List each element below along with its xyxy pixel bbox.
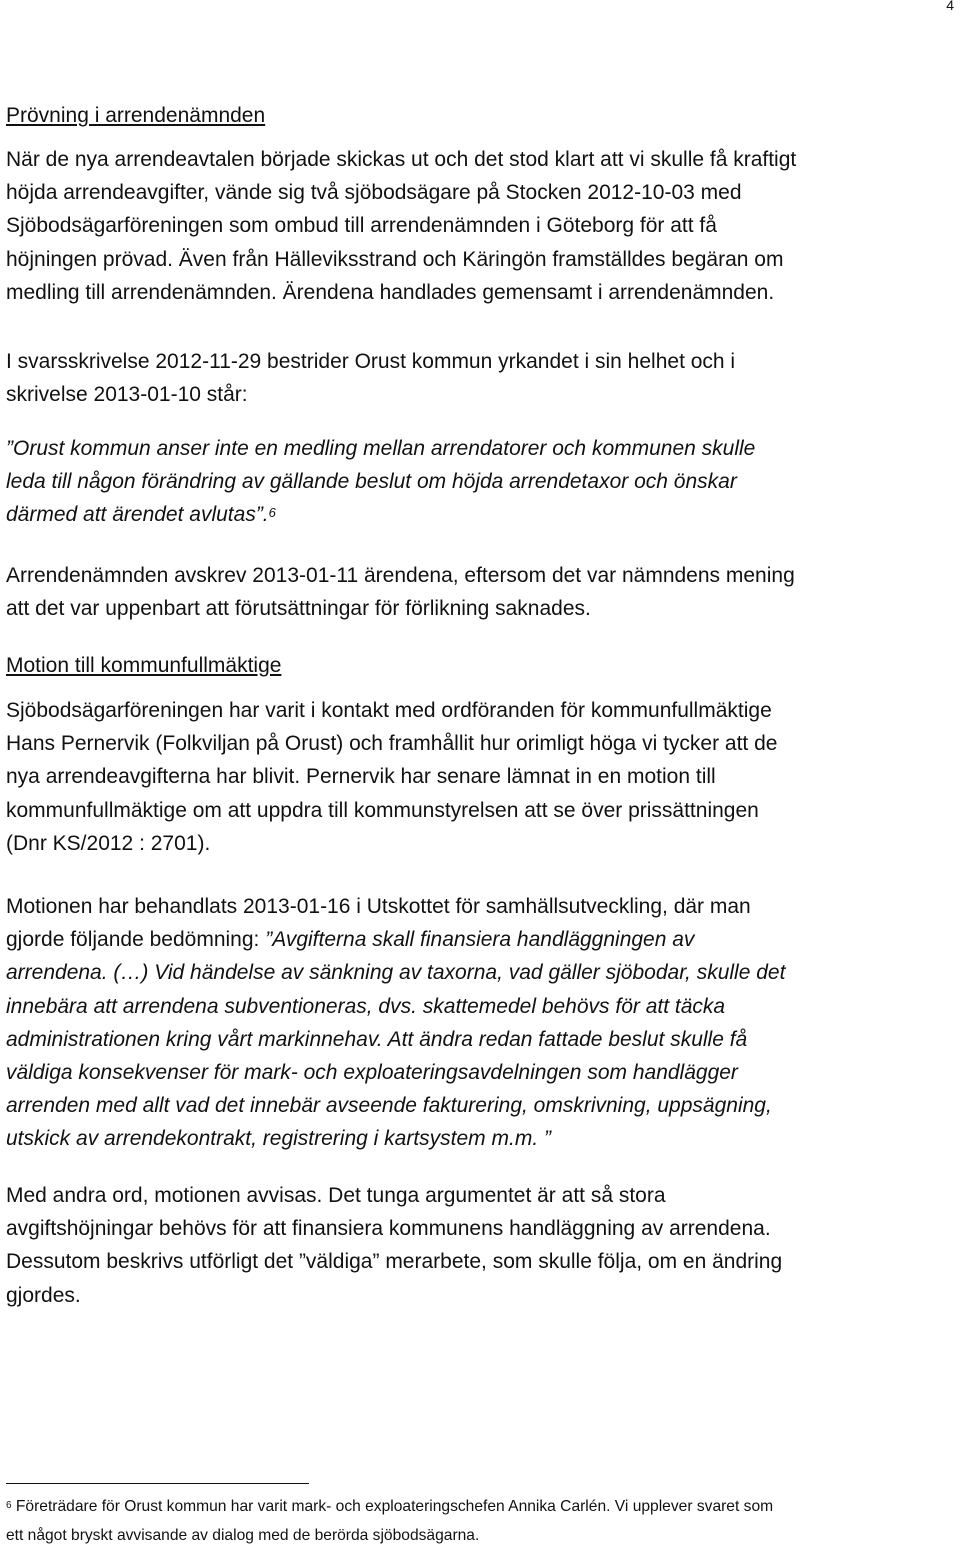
- footnote-line: ett något bryskt avvisande av dialog med de berörda sjöbodsägarna.: [6, 1527, 480, 1544]
- text-segment: gjorde följande bedömning:: [6, 928, 266, 952]
- quote-line: väldiga konsekvenser för mark- och exploateringsavdelningen som handlägger: [6, 1061, 738, 1085]
- footnote-number: 6: [6, 1500, 12, 1511]
- text-line: Arrendenämnden avskrev 2013-01-11 ärendena, eftersom det var nämndens mening: [6, 564, 795, 587]
- quote-block: [6, 432, 755, 532]
- footnote: [6, 1492, 773, 1550]
- paragraph-arrendenamnden: [6, 559, 795, 625]
- paragraph-intro: [6, 143, 796, 309]
- section-heading-provning: Prövning i arrendenämnden: [6, 104, 266, 127]
- quote-line: arrendena. (…) Vid händelse av sänkning av taxorna, vad gäller sjöbodar, skulle det: [6, 961, 786, 985]
- quote-line: utskick av arrendekontrakt, registrering i kartsystem m.m. ”: [6, 1127, 551, 1151]
- quote-segment: ”Avgifterna skall finansiera handläggningen av: [265, 928, 695, 952]
- page-number: 4: [946, 0, 954, 13]
- text-line: Sjöbodsägarföreningen har varit i kontakt med ordföranden för kommunfullmäktige: [6, 699, 772, 722]
- text-line: avgiftshöjningar behövs för att finansiera kommunens handläggning av arrendena.: [6, 1217, 771, 1241]
- paragraph-utskottet: [6, 890, 785, 1156]
- footnote-line: [6, 1492, 773, 1521]
- quote-line: ”Orust kommun anser inte en medling mellan arrendatorer och kommunen skulle: [6, 437, 756, 460]
- text-line: (Dnr KS/2012 : 2701).: [6, 831, 211, 855]
- text-line: höjningen prövad. Även från Hälleviksstrand och Käringön framställdes begäran om: [6, 247, 784, 271]
- quote-line: leda till någon förändring av gällande beslut om höjda arrendetaxor och önskar: [6, 470, 737, 494]
- quote-line: administrationen kring vårt markinnehav. Att ändra redan fattade beslut skulle få: [6, 1027, 748, 1051]
- footnote-separator: [6, 1483, 309, 1484]
- text-line: När de nya arrendeavtalen började skickas ut och det stod klart att vi skulle få kraftigt: [6, 148, 797, 171]
- quote-line: innebära att arrendena subventioneras, dvs. skattemedel behövs för att täcka: [6, 994, 726, 1018]
- paragraph-conclusion: [6, 1179, 782, 1312]
- text-line: att det var uppenbart att förutsättningar för förlikning saknades.: [6, 597, 591, 621]
- text-line: [6, 923, 785, 956]
- footnote-text: Företrädare för Orust kommun har varit mark- och exploateringschefen Annika Carlén. Vi upplever svaret som: [11, 1498, 774, 1515]
- text-line: nya arrendeavgifterna har blivit. Pernervik har senare lämnat in en motion till: [6, 765, 716, 789]
- section-heading-motion: Motion till kommunfullmäktige: [6, 654, 282, 677]
- text-line: kommunfullmäktige om att uppdra till kommunstyrelsen att se över prissättningen: [6, 798, 759, 822]
- quote-line: arrenden med allt vad det innebär avseende fakturering, omskrivning, uppsägning,: [6, 1094, 772, 1118]
- quote-text: därmed att ärendet avlutas”.: [6, 503, 269, 527]
- text-line: medling till arrendenämnden. Ärendena handlades gemensamt i arrendenämnden.: [6, 280, 775, 304]
- quote-line: [6, 498, 755, 531]
- text-line: höjda arrendeavgifter, vände sig två sjöbodsägare på Stocken 2012-10-03 med: [6, 181, 742, 205]
- text-line: gjordes.: [6, 1283, 81, 1307]
- paragraph-motion: [6, 694, 777, 860]
- text-line: skrivelse 2013-01-10 står:: [6, 383, 248, 407]
- text-line: I svarsskrivelse 2012-11-29 bestrider Orust kommun yrkandet i sin helhet och i: [6, 350, 736, 373]
- text-line: Sjöbodsägarföreningen som ombud till arrendenämnden i Göteborg för att få: [6, 214, 717, 238]
- paragraph-svarsskrivelse: [6, 345, 735, 411]
- text-line: Hans Pernervik (Folkviljan på Orust) och framhållit hur orimligt höga vi tycker att de: [6, 732, 778, 756]
- text-line: Motionen har behandlats 2013-01-16 i Utskottet för samhällsutveckling, där man: [6, 895, 751, 918]
- footnote-ref: 6: [268, 505, 276, 521]
- text-line: Med andra ord, motionen avvisas. Det tunga argumentet är att så stora: [6, 1184, 666, 1207]
- text-line: Dessutom beskrivs utförligt det ”väldiga” merarbete, som skulle följa, om en ändring: [6, 1250, 783, 1274]
